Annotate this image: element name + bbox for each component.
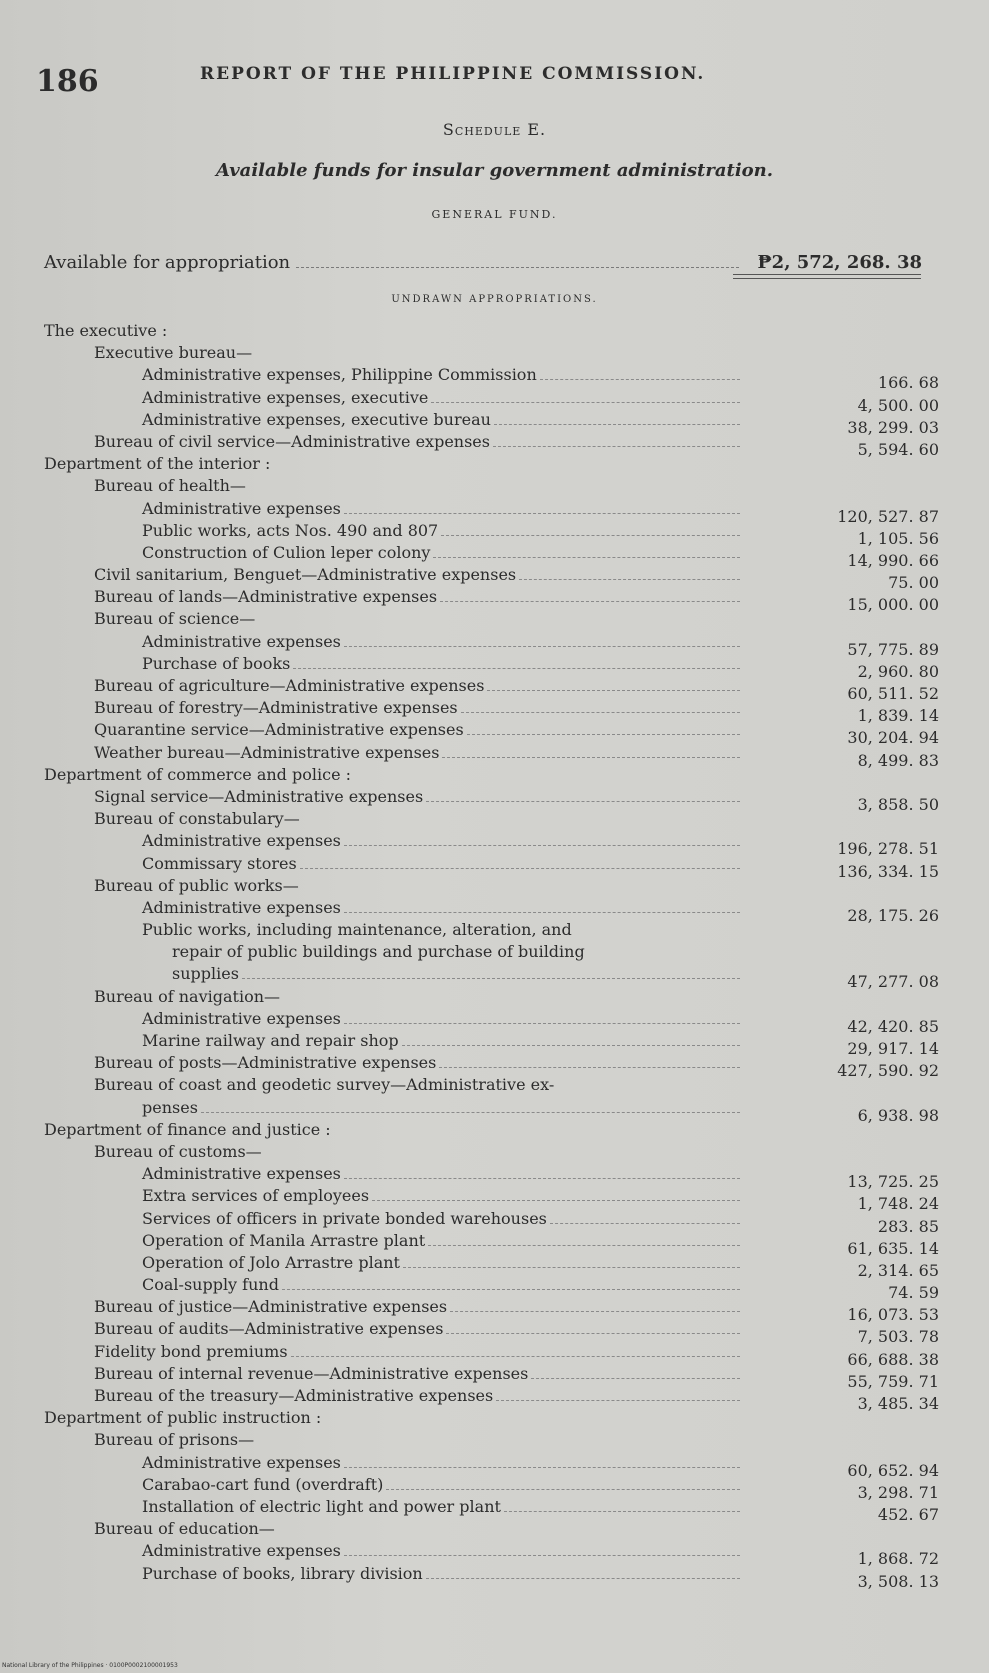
schedule-heading: Schedule E.: [442, 120, 547, 139]
table-row: [0, 409, 989, 437]
table-row: [0, 1518, 989, 1540]
table-row: [0, 1318, 989, 1347]
leader-dots: [426, 801, 740, 802]
leader-dots: [296, 267, 739, 268]
table-row: [0, 1274, 989, 1303]
table-row: [0, 498, 989, 526]
row-label: repair of public buildings and purchase of building: [172, 942, 585, 962]
row-label: Administrative expenses: [142, 498, 341, 518]
row-label: Bureau of navigation—: [94, 986, 281, 1006]
table-row: [0, 1052, 989, 1081]
leader-dots: [540, 379, 740, 380]
table-row: [0, 808, 989, 830]
leader-dots: [431, 402, 740, 403]
leader-dots: [282, 1289, 740, 1290]
leader-dots: [519, 579, 740, 580]
row-amount: 15, 000. 00: [847, 595, 939, 615]
leader-dots: [496, 1400, 740, 1401]
table-row: [0, 786, 989, 814]
row-label: Extra services of employees: [142, 1186, 370, 1206]
row-amount: 66, 688. 38: [847, 1349, 939, 1369]
leader-dots: [467, 734, 740, 735]
table-row: [0, 431, 989, 459]
row-label: Quarantine service—Administrative expenses: [94, 720, 464, 740]
table-row: [0, 764, 989, 786]
row-amount: 120, 527. 87: [837, 506, 939, 526]
row-amount: 47, 277. 08: [847, 972, 939, 992]
row-label: Administrative expenses, executive: [142, 387, 429, 407]
table-row: [0, 853, 989, 881]
row-label: Bureau of prisons—: [94, 1430, 255, 1450]
leader-dots: [428, 1245, 740, 1246]
table-row: [0, 387, 989, 415]
row-label: Bureau of coast and geodetic survey—Administrative ex-: [94, 1075, 555, 1095]
leader-dots: [386, 1489, 740, 1490]
table-row: [0, 1074, 989, 1096]
table-row: [0, 475, 989, 497]
row-label: Bureau of agriculture—Administrative expenses: [94, 676, 485, 695]
table-row: [0, 742, 989, 770]
table-row: [0, 1252, 989, 1280]
table-row: [0, 1563, 989, 1591]
row-label: Operation of Manila Arrastre plant: [142, 1230, 426, 1250]
row-label: Signal service—Administrative expenses: [94, 786, 424, 806]
row-amount: 166. 68: [877, 373, 939, 393]
row-label: supplies: [172, 964, 239, 984]
row-amount: 57, 775. 89: [847, 639, 939, 659]
row-label: Department of the interior :: [44, 454, 271, 474]
table-row: [0, 520, 989, 548]
row-amount: 1, 868. 72: [857, 1549, 939, 1569]
table-row: [0, 1496, 989, 1524]
row-label: Bureau of customs—: [94, 1141, 262, 1161]
leader-dots: [439, 1067, 740, 1068]
row-label: Department of public instruction :: [44, 1408, 322, 1428]
undrawn-heading: UNDRAWN APPROPRIATIONS.: [391, 294, 598, 305]
row-label: Operation of Jolo Arrastre plant: [142, 1252, 400, 1272]
row-label: Purchase of books: [142, 653, 291, 673]
row-label: Bureau of justice—Administrative expenses: [94, 1297, 448, 1317]
row-amount: 13, 725. 25: [847, 1172, 939, 1192]
leader-dots: [440, 601, 740, 602]
table-row: [0, 941, 989, 963]
row-amount: 55, 759. 71: [847, 1371, 939, 1391]
table-row: [0, 1119, 989, 1141]
table-row: [0, 586, 989, 615]
row-amount: 5, 594. 60: [857, 439, 939, 459]
row-label: Bureau of internal revenue—Administrative expenses: [94, 1363, 529, 1383]
row-label: Public works, acts Nos. 490 and 807: [142, 520, 439, 540]
table-row: [0, 320, 989, 342]
row-label: Administrative expenses, Philippine Commission: [142, 365, 537, 385]
row-amount: 1, 105. 56: [857, 528, 939, 548]
row-amount: 452. 67: [877, 1504, 939, 1524]
row-amount: 4, 500. 00: [857, 395, 939, 415]
row-amount: 3, 485. 34: [857, 1394, 939, 1413]
table-row: [0, 1008, 989, 1036]
row-label: Administrative expenses: [142, 1008, 341, 1028]
row-label: Services of officers in private bonded warehouses: [142, 1208, 547, 1228]
leader-dots: [344, 845, 740, 846]
leader-dots: [344, 1178, 740, 1179]
row-amount: 30, 204. 94: [847, 728, 939, 748]
leader-dots: [344, 1467, 740, 1468]
row-amount: 136, 334. 15: [837, 861, 939, 881]
table-row: [0, 830, 989, 859]
leader-dots: [504, 1511, 740, 1512]
table-row: [0, 963, 989, 992]
row-label: Construction of Culion leper colony: [142, 542, 431, 562]
row-amount: 42, 420. 85: [847, 1016, 939, 1036]
table-row: [0, 1341, 989, 1369]
leader-dots: [442, 757, 740, 758]
row-label: Bureau of education—: [94, 1519, 275, 1539]
table-row: [0, 653, 989, 681]
double-rule: [733, 274, 921, 279]
row-label: Administrative expenses: [142, 1452, 341, 1472]
appropriations-list: [0, 320, 989, 1591]
table-row: [0, 1208, 989, 1236]
row-amount: 14, 990. 66: [847, 550, 939, 570]
table-row: [0, 1385, 989, 1413]
table-row: [0, 875, 989, 897]
row-label: Department of finance and justice :: [44, 1119, 331, 1139]
table-row: [0, 719, 989, 748]
row-amount: 1, 748. 24: [857, 1194, 939, 1214]
table-row: [0, 1540, 989, 1569]
row-amount: 196, 278. 51: [837, 839, 939, 859]
leader-dots: [344, 912, 740, 913]
table-row: [0, 1296, 989, 1325]
row-label: Fidelity bond premiums: [94, 1341, 288, 1361]
table-subtitle: Available funds for insular government administration.: [215, 160, 774, 181]
row-label: Coal-supply fund: [142, 1275, 279, 1295]
row-amount: 8, 499. 83: [857, 750, 939, 770]
table-row: [0, 1474, 989, 1502]
row-amount: 28, 175. 26: [847, 905, 939, 925]
table-row: [0, 342, 989, 364]
row-label: Bureau of the treasury—Administrative expenses: [94, 1386, 494, 1405]
row-label: Administrative expenses: [142, 831, 341, 851]
table-row: [0, 697, 989, 726]
table-row: [0, 1141, 989, 1163]
row-amount: 29, 917. 14: [847, 1039, 939, 1058]
archive-footer: National Library of the Philippines · 0100P0002100001953: [2, 1662, 178, 1669]
leader-dots: [426, 1578, 740, 1579]
leader-dots: [242, 978, 740, 979]
row-amount: 61, 635. 14: [847, 1238, 939, 1258]
row-label: The executive :: [44, 321, 168, 340]
leader-dots: [403, 1267, 740, 1268]
table-row: [0, 364, 989, 393]
row-amount: 16, 073. 53: [847, 1305, 939, 1325]
leader-dots: [300, 868, 740, 869]
leader-dots: [293, 668, 740, 669]
row-amount: 3, 508. 13: [857, 1571, 939, 1591]
table-row: [0, 1363, 989, 1391]
leader-dots: [344, 646, 740, 647]
leader-dots: [487, 690, 740, 691]
row-label: Department of commerce and police :: [44, 764, 352, 784]
row-amount: 38, 299. 03: [847, 417, 939, 437]
row-amount: 74. 59: [888, 1283, 939, 1303]
leader-dots: [461, 712, 740, 713]
leader-dots: [402, 1045, 740, 1046]
fund-heading: GENERAL FUND.: [431, 208, 558, 221]
leader-dots: [450, 1311, 740, 1312]
leader-dots: [344, 1555, 740, 1556]
available-line: [44, 252, 922, 273]
table-row: [0, 1452, 989, 1480]
table-row: [0, 1097, 989, 1125]
table-row: [0, 1429, 989, 1451]
table-row: [0, 1185, 989, 1214]
leader-dots: [372, 1200, 740, 1201]
row-label: Administrative expenses: [142, 1541, 341, 1561]
row-amount: 427, 590. 92: [837, 1061, 939, 1081]
row-amount: 60, 511. 52: [847, 684, 939, 703]
row-amount: 2, 314. 65: [857, 1260, 939, 1280]
row-label: Administrative expenses: [142, 897, 341, 917]
row-label: Carabao-cart fund (overdraft): [142, 1474, 384, 1494]
leader-dots: [344, 1023, 740, 1024]
table-row: [0, 675, 989, 703]
leader-dots: [344, 513, 740, 514]
row-label: Bureau of civil service—Administrative expenses: [94, 431, 490, 451]
leader-dots: [291, 1356, 740, 1357]
page-number: 186: [36, 64, 99, 99]
table-row: [0, 542, 989, 570]
row-label: Bureau of science—: [94, 609, 256, 629]
row-amount: 7, 503. 78: [857, 1327, 939, 1347]
leader-dots: [531, 1378, 740, 1379]
row-label: Weather bureau—Administrative expenses: [94, 742, 440, 762]
available-amount: ₱2, 572, 268. 38: [757, 252, 922, 273]
row-amount: 3, 858. 50: [857, 794, 939, 814]
leader-dots: [201, 1112, 740, 1113]
available-label: Available for appropriation: [44, 252, 291, 273]
leader-dots: [550, 1223, 740, 1224]
row-label: Bureau of forestry—Administrative expenses: [94, 698, 458, 718]
row-label: Bureau of posts—Administrative expenses: [94, 1053, 437, 1073]
row-label: Bureau of audits—Administrative expenses: [94, 1319, 444, 1339]
row-label: Executive bureau—: [94, 343, 253, 363]
row-label: Commissary stores: [142, 853, 297, 873]
table-row: [0, 897, 989, 925]
leader-dots: [441, 535, 740, 536]
row-amount: 3, 298. 71: [857, 1482, 939, 1502]
table-row: [0, 631, 989, 659]
table-row: [0, 919, 989, 941]
row-amount: 6, 938. 98: [857, 1105, 939, 1125]
row-label: Bureau of public works—: [94, 875, 299, 895]
table-row: [0, 564, 989, 593]
leader-dots: [433, 557, 740, 558]
row-amount: 2, 960. 80: [857, 661, 939, 681]
table-row: [0, 1230, 989, 1258]
row-label: Civil sanitarium, Benguet—Administrative expenses: [94, 565, 517, 585]
row-label: Purchase of books, library division: [142, 1563, 423, 1583]
row-amount: 75. 00: [888, 573, 939, 593]
table-row: [0, 1163, 989, 1192]
row-label: Installation of electric light and power plant: [142, 1496, 501, 1516]
row-label: penses: [142, 1097, 198, 1117]
leader-dots: [493, 446, 740, 447]
table-row: [0, 453, 989, 475]
row-label: Bureau of lands—Administrative expenses: [94, 587, 438, 607]
row-label: Administrative expenses: [142, 1164, 341, 1184]
row-amount: 283. 85: [877, 1216, 939, 1236]
leader-dots: [446, 1333, 740, 1334]
table-row: [0, 1030, 989, 1058]
row-label: Bureau of constabulary—: [94, 809, 300, 829]
table-row: [0, 608, 989, 630]
row-amount: 60, 652. 94: [847, 1460, 939, 1480]
row-label: Administrative expenses, executive bureau: [142, 409, 491, 429]
leader-dots: [494, 424, 740, 425]
running-title: REPORT OF THE PHILIPPINE COMMISSION.: [200, 64, 706, 84]
table-row: [0, 1407, 989, 1429]
row-label: Marine railway and repair shop: [142, 1031, 399, 1050]
row-label: Bureau of health—: [94, 476, 246, 496]
row-label: Public works, including maintenance, alteration, and: [142, 920, 572, 940]
row-amount: 1, 839. 14: [857, 706, 939, 726]
table-row: [0, 986, 989, 1008]
row-label: Administrative expenses: [142, 631, 341, 651]
